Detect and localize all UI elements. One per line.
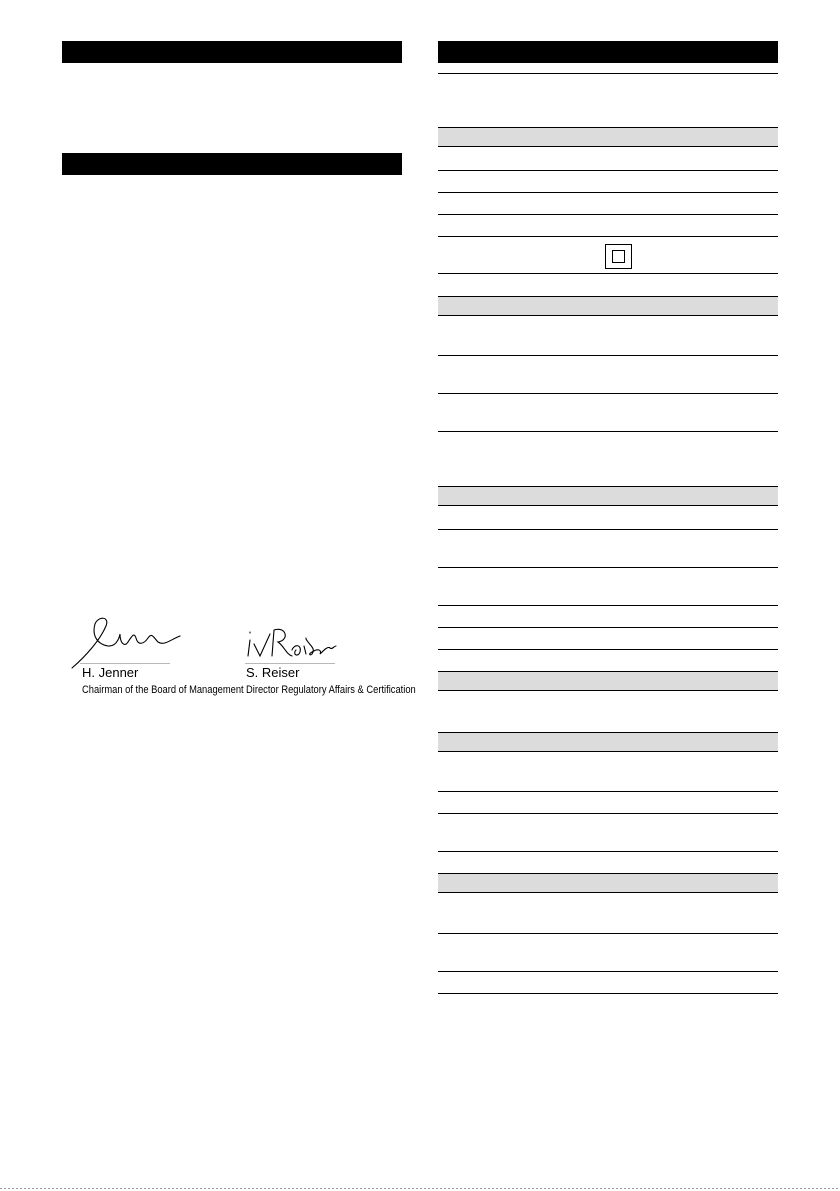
table-rule (438, 971, 778, 972)
table-rule (438, 813, 778, 814)
table-rule (438, 393, 778, 394)
signature-jenner-graphic (68, 612, 188, 670)
table-rule (438, 73, 778, 74)
table-rule (438, 851, 778, 852)
table-rule (438, 431, 778, 432)
right-section-header (438, 41, 778, 63)
table-rule (438, 993, 778, 994)
signature-reiser-underline (245, 663, 335, 664)
table-rule (438, 355, 778, 356)
table-group-header-2 (438, 296, 778, 316)
table-rule (438, 529, 778, 530)
signature-title-jenner: Chairman of the Board of Management (82, 684, 244, 696)
double-square-icon (605, 244, 632, 269)
signature-jenner-underline (80, 663, 170, 664)
table-rule (438, 214, 778, 215)
signature-name-reiser: S. Reiser (246, 665, 300, 680)
table-rule (438, 236, 778, 237)
table-rule (438, 567, 778, 568)
signature-title-reiser: Director Regulatory Affairs & Certification (246, 684, 416, 696)
table-rule (438, 605, 778, 606)
left-section-header-1 (62, 41, 402, 63)
page-bottom-edge (0, 1188, 840, 1189)
table-group-header-4 (438, 671, 778, 691)
signature-name-jenner: H. Jenner (82, 665, 139, 680)
table-rule (438, 933, 778, 934)
signature-reiser-graphic (240, 624, 340, 662)
table-rule (438, 192, 778, 193)
table-group-header-3 (438, 486, 778, 506)
table-rule (438, 791, 778, 792)
table-group-header-1 (438, 127, 778, 147)
table-rule (438, 273, 778, 274)
table-rule (438, 649, 778, 650)
table-rule (438, 627, 778, 628)
table-group-header-6 (438, 873, 778, 893)
left-section-header-2 (62, 153, 402, 175)
table-group-header-5 (438, 732, 778, 752)
table-rule (438, 170, 778, 171)
